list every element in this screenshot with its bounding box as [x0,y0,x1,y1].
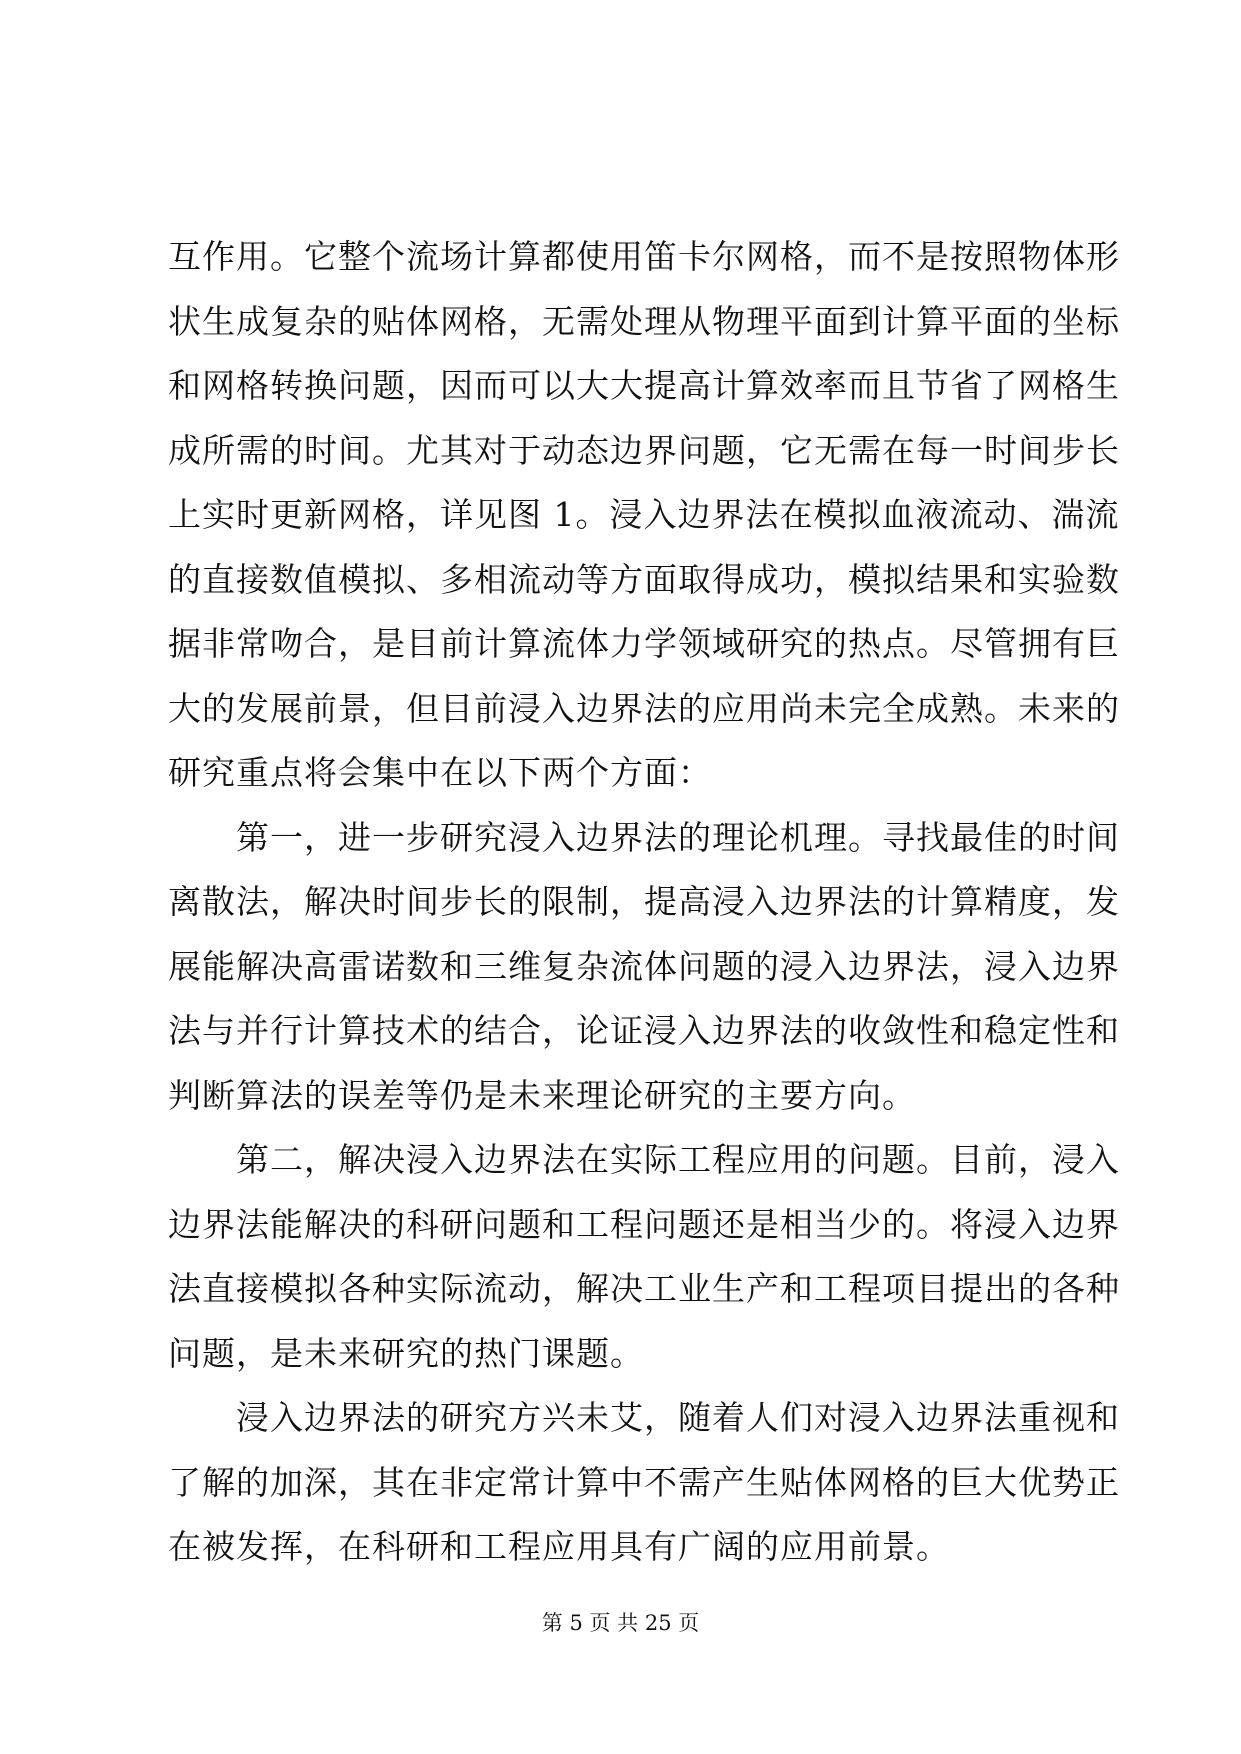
text-line: 了解的加深，其在非定常计算中不需产生贴体网格的巨大优势正 [168,1462,1120,1502]
body-text [168,225,1120,1580]
text-line: 第一，进一步研究浸入边界法的理论机理。寻找最佳的时间 [168,817,1120,857]
text-line: 成所需的时间。尤其对于动态边界问题，它无需在每一时间步长 [168,430,1120,470]
text-line: 法与并行计算技术的结合，论证浸入边界法的收敛性和稳定性和 [168,1011,1120,1050]
text-line: 法直接模拟各种实际流动，解决工业生产和工程项目提出的各种 [168,1269,1120,1308]
text-line: 第二，解决浸入边界法在实际工程应用的问题。目前，浸入 [168,1140,1120,1179]
text-line: 展能解决高雷诺数和三维复杂流体问题的浸入边界法，浸入边界 [168,946,1120,986]
text-line: 问题，是未来研究的热门课题。 [168,1333,644,1373]
text-line: 在被发挥，在科研和工程应用具有广阔的应用前景。 [168,1527,950,1566]
text-line: 的直接数值模拟、多相流动等方面取得成功，模拟结果和实验数 [168,559,1120,599]
text-line: 和网格转换问题，因而可以大大提高计算效率而且节省了网格生 [168,366,1120,405]
text-line: 离散法，解决时间步长的限制，提高浸入边界法的计算精度，发 [168,882,1120,921]
text-line: 状生成复杂的贴体网格，无需处理从物理平面到计算平面的坐标 [168,301,1120,341]
text-line: 据非常吻合，是目前计算流体力学领域研究的热点。尽管拥有巨 [168,624,1120,663]
text-line: 上实时更新网格，详见图 1。浸入边界法在模拟血液流动、湍流 [168,495,1120,534]
text-line: 判断算法的误差等仍是未来理论研究的主要方向。 [168,1075,916,1115]
page-number-footer: 第 5 页 共 25 页 [541,1611,700,1635]
text-line: 大的发展前景，但目前浸入边界法的应用尚未完全成熟。未来的 [168,688,1120,728]
text-line: 研究重点将会集中在以下两个方面： [168,753,712,792]
text-line: 浸入边界法的研究方兴未艾，随着人们对浸入边界法重视和 [168,1398,1120,1437]
text-line: 互作用。它整个流场计算都使用笛卡尔网格，而不是按照物体形 [168,237,1120,276]
text-line: 边界法能解决的科研问题和工程问题还是相当少的。将浸入边界 [168,1204,1120,1244]
